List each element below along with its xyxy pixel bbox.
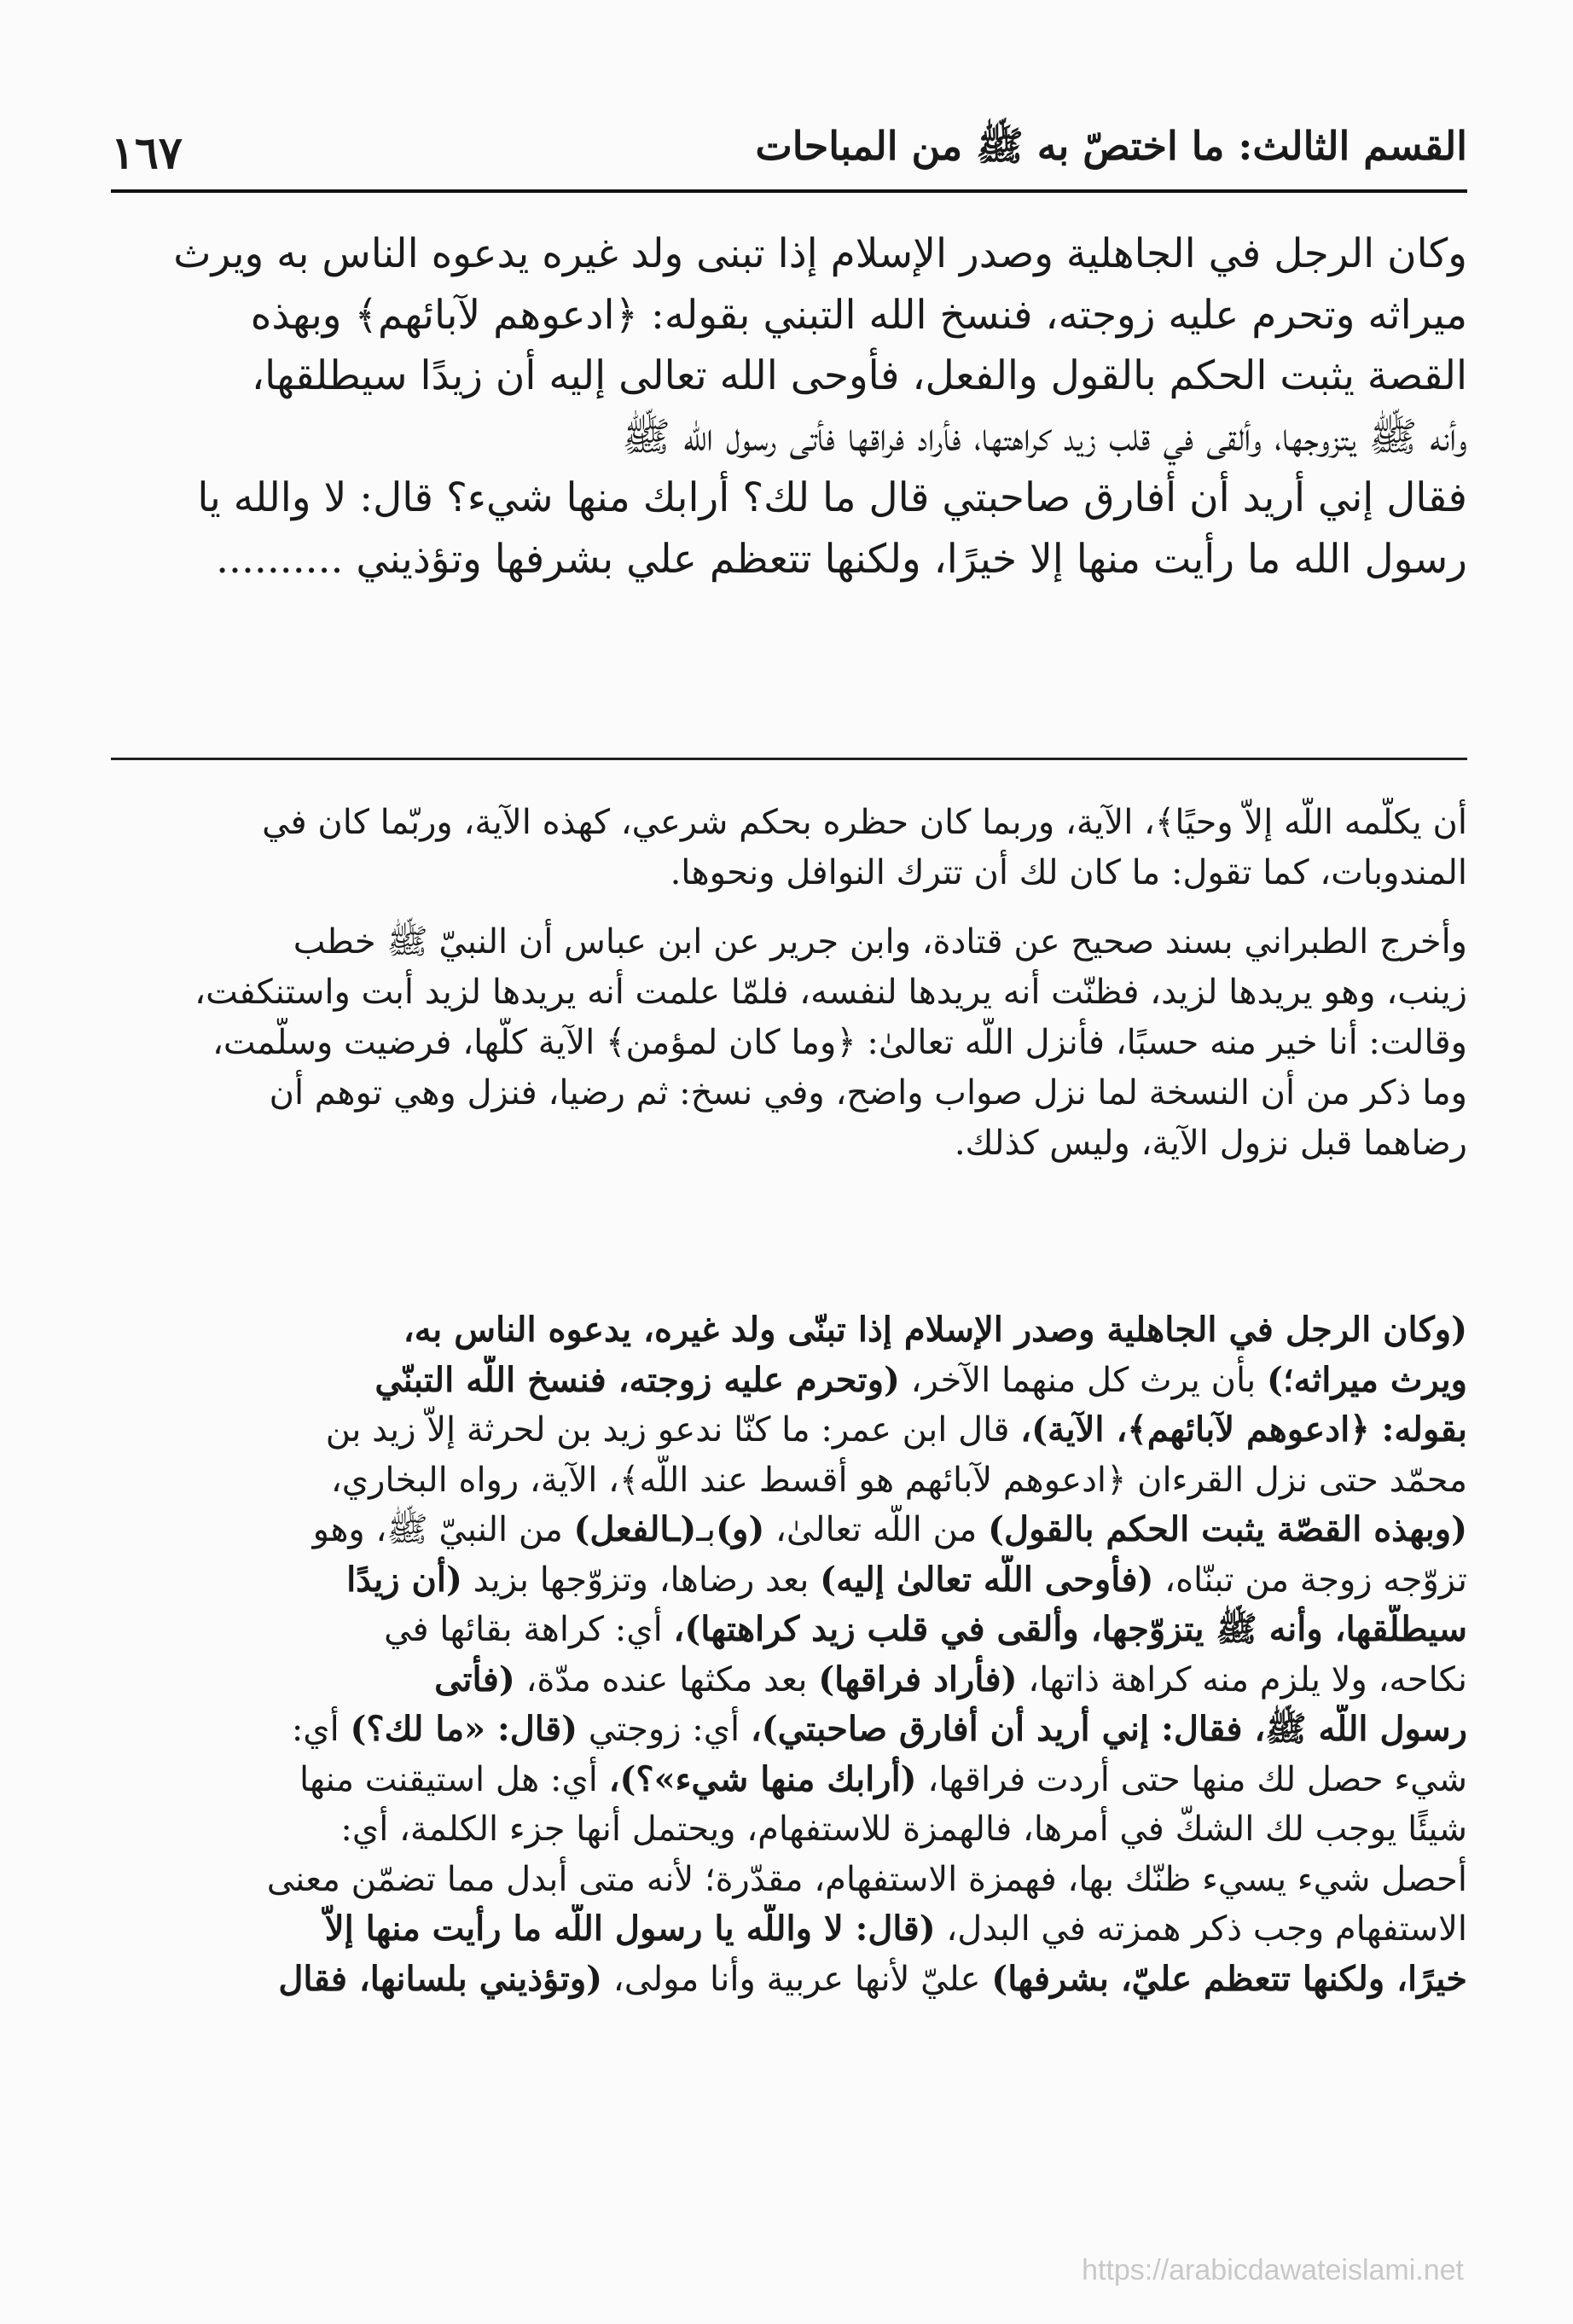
commentary-line: [111, 1904, 1467, 1955]
explanation-text: أي: هل استيقنت منها: [299, 1759, 609, 1799]
commentary-line: [111, 1804, 1467, 1855]
quoted-text: خيرًا، ولكنها تتعظم عليّ، بشرفها): [991, 1958, 1467, 1999]
main-text-divider: [111, 758, 1467, 760]
quoted-text: (قال: لا واللّه يا رسول اللّه ما رأيت منها إلاّ: [324, 1909, 936, 1949]
commentary-line: [111, 1655, 1467, 1705]
explanation-text: شيء حصل لك منها حتى أردت فراقها،: [916, 1759, 1467, 1799]
quoted-text: (فأراد فراقها): [818, 1659, 1018, 1699]
explanation-text: بعد رضاها، وتزوّجها بزيد: [461, 1560, 821, 1600]
quoted-text: (أرابك منها شيء»؟)،: [608, 1758, 917, 1799]
explanation-text: بأن يرث كل منهما الآخر،: [899, 1360, 1267, 1400]
explanation-text: تزوّجه زوجة من تبنّاه،: [1153, 1560, 1467, 1600]
explanation-text: بعد مكثها عنده مدّة،: [514, 1659, 819, 1699]
quoted-text: (وتؤذيني بلسانها، فقال: [278, 1958, 603, 1999]
footnote-line: وقالت: أنا خير منه حسبًا، فأنزل اللّه تعالىٰ: ﴿وما كان لمؤمن﴾ الآية كلّها، فرضيت وسلّمت،: [212, 1023, 1467, 1062]
footnote-line: المندوبات، كما تقول: ما كان لك أن تترك النوافل ونحوها.: [670, 853, 1467, 892]
running-title: القسم الثالث: ما اختصّ به ﷺ من المباحات: [755, 123, 1467, 169]
explanation-text: الاستفهام وجب ذكر همزته في البدل،: [935, 1909, 1467, 1949]
quoted-text: (وبهذه القصّة يثبت الحكم بالقول): [988, 1509, 1467, 1549]
commentary-line: [111, 1955, 1467, 2005]
commentary-line: [111, 1755, 1467, 1805]
paragraph-gap: [111, 898, 1467, 917]
main-text-line: رسول الله ما رأيت منها إلا خيرًا، ولكنها تتعظم علي بشرفها وتؤذيني ..........: [216, 535, 1467, 583]
footnote-line: أن يكلّمه اللّه إلاّ وحيًا﴾، الآية، وربما كان حظره بحكم شرعي، كهذه الآية، وربّما كان في: [262, 803, 1467, 842]
explanation-text: من النبيّ ﷺ، وهو: [312, 1510, 574, 1549]
commentary-line: [111, 1455, 1467, 1506]
quoted-text: (وكان الرجل في الجاهلية وصدر الإسلام إذا تبنّى ولد غيره، يدعوه الناس به،: [403, 1310, 1467, 1350]
explanation-text: من اللّه تعالىٰ،: [764, 1510, 989, 1549]
commentary-line: [111, 1705, 1467, 1755]
quoted-text: بقوله: ﴿ادعوهم لآبائهم﴾، الآية)،: [1020, 1409, 1467, 1450]
explanation-text: عليّ لأنها عربية وأنا مولى،: [602, 1959, 992, 1999]
main-text-line: فقال إني أريد أن أفارق صاحبتي قال ما لك؟ أرابك منها شيء؟ قال: لا والله يا: [197, 474, 1467, 521]
quoted-text: (وتحرم عليه زوجته، فنسخ اللّه التبنّي: [374, 1359, 900, 1400]
commentary-line: [111, 1855, 1467, 1905]
explanation-text: شيئًا يوجب لك الشكّ في أمرها، فالهمزة للاستفهام، ويحتمل أنها جزء الكلمة، أي:: [340, 1810, 1467, 1849]
quoted-text: (أن زيدًا: [346, 1559, 462, 1600]
main-text-block: [111, 224, 1467, 590]
main-text-line: وأنه ﷺ يتزوجها، وألقى في قلب زيد كراهتها، فأراد فراقها فأتى رسول الله ﷺ: [622, 413, 1467, 461]
quoted-text: (و): [716, 1509, 765, 1549]
page-header: [111, 102, 1467, 179]
explanation-text: أي: كراهة بقائها في: [384, 1610, 674, 1649]
page-number: ١٦٧: [111, 127, 183, 179]
quoted-text: (فأوحى اللّه تعالىٰ إليه): [820, 1559, 1154, 1600]
explanation-text: أحصل شيء يسيء ظنّك بها، فهمزة الاستفهام، مقدّرة؛ لأنه متى أبدل مما تضمّن معنى: [266, 1859, 1467, 1899]
commentary-line: [111, 1505, 1467, 1555]
quoted-text: (قال: «ما لك؟): [350, 1709, 578, 1749]
explanation-text: نكاحه، ولا يلزم منه كراهة ذاتها،: [1017, 1659, 1467, 1699]
quoted-text: ويرث ميراثه؛): [1267, 1359, 1467, 1400]
explanation-text: محمّد حتى نزل القرءان ﴿ادعوهم لآبائهم هو أقسط عند اللّه﴾، الآية، رواه البخاري،: [330, 1460, 1467, 1500]
quoted-text: (فأتى: [434, 1659, 515, 1699]
main-text-line: ميراثه وتحرم عليه زوجته، فنسخ الله التبني بقوله: ﴿ادعوهم لآبائهم﴾ وبهذه: [250, 291, 1467, 339]
commentary-line: [111, 1605, 1467, 1655]
commentary-line: [111, 1305, 1467, 1356]
explanation-text: قال ابن عمر: ما كنّا ندعو زيد بن لحرثة إلاّ زيد بن: [325, 1410, 1021, 1450]
commentary-line: [111, 1405, 1467, 1455]
footnote-line: رضاهما قبل نزول الآية، وليس كذلك.: [954, 1124, 1467, 1163]
explanation-text: أي: زوجتي: [578, 1710, 751, 1749]
commentary-line: [111, 1555, 1467, 1606]
main-text-line: القصة يثبت الحكم بالقول والفعل، فأوحى الله تعالى إليه أن زيدًا سيطلقها،: [251, 352, 1467, 399]
watermark-url: https://arabicdawateislami.net: [1082, 2254, 1464, 2286]
explanation-text: بـ: [696, 1510, 717, 1549]
header-divider: [111, 189, 1467, 193]
commentary-line: [111, 1356, 1467, 1406]
main-text-line: وكان الرجل في الجاهلية وصدر الإسلام إذا تبنى ولد غيره يدعوه الناس به ويرث: [173, 230, 1467, 277]
commentary-block: [111, 1305, 1467, 2004]
footnote-line: زينب، وهو يريدها لزيد، فظنّت أنه يريدها لنفسه، فلمّا علمت أنه يريدها لزيد أبت واستنكفت،: [194, 973, 1467, 1012]
quoted-text: سيطلّقها، وأنه ﷺ يتزوّجها، وألقى في قلب زيد كراهتها)،: [673, 1609, 1467, 1649]
footnote-line: وما ذكر من أن النسخة لما نزل صواب واضح، وفي نسخ: ثم رضيا، فنزل وهي توهم أن: [269, 1073, 1467, 1113]
footnote-block: [111, 798, 1467, 1169]
quoted-text: (ـالفعل): [573, 1509, 697, 1549]
footnote-line: وأخرج الطبراني بسند صحيح عن قتادة، وابن جرير عن ابن عباس أن النبيّ ﷺ خطب: [293, 922, 1467, 962]
quoted-text: رسول اللّه ﷺ، فقال: إني أريد أن أفارق صاحبتي)،: [750, 1709, 1467, 1749]
explanation-text: أي:: [291, 1710, 351, 1749]
